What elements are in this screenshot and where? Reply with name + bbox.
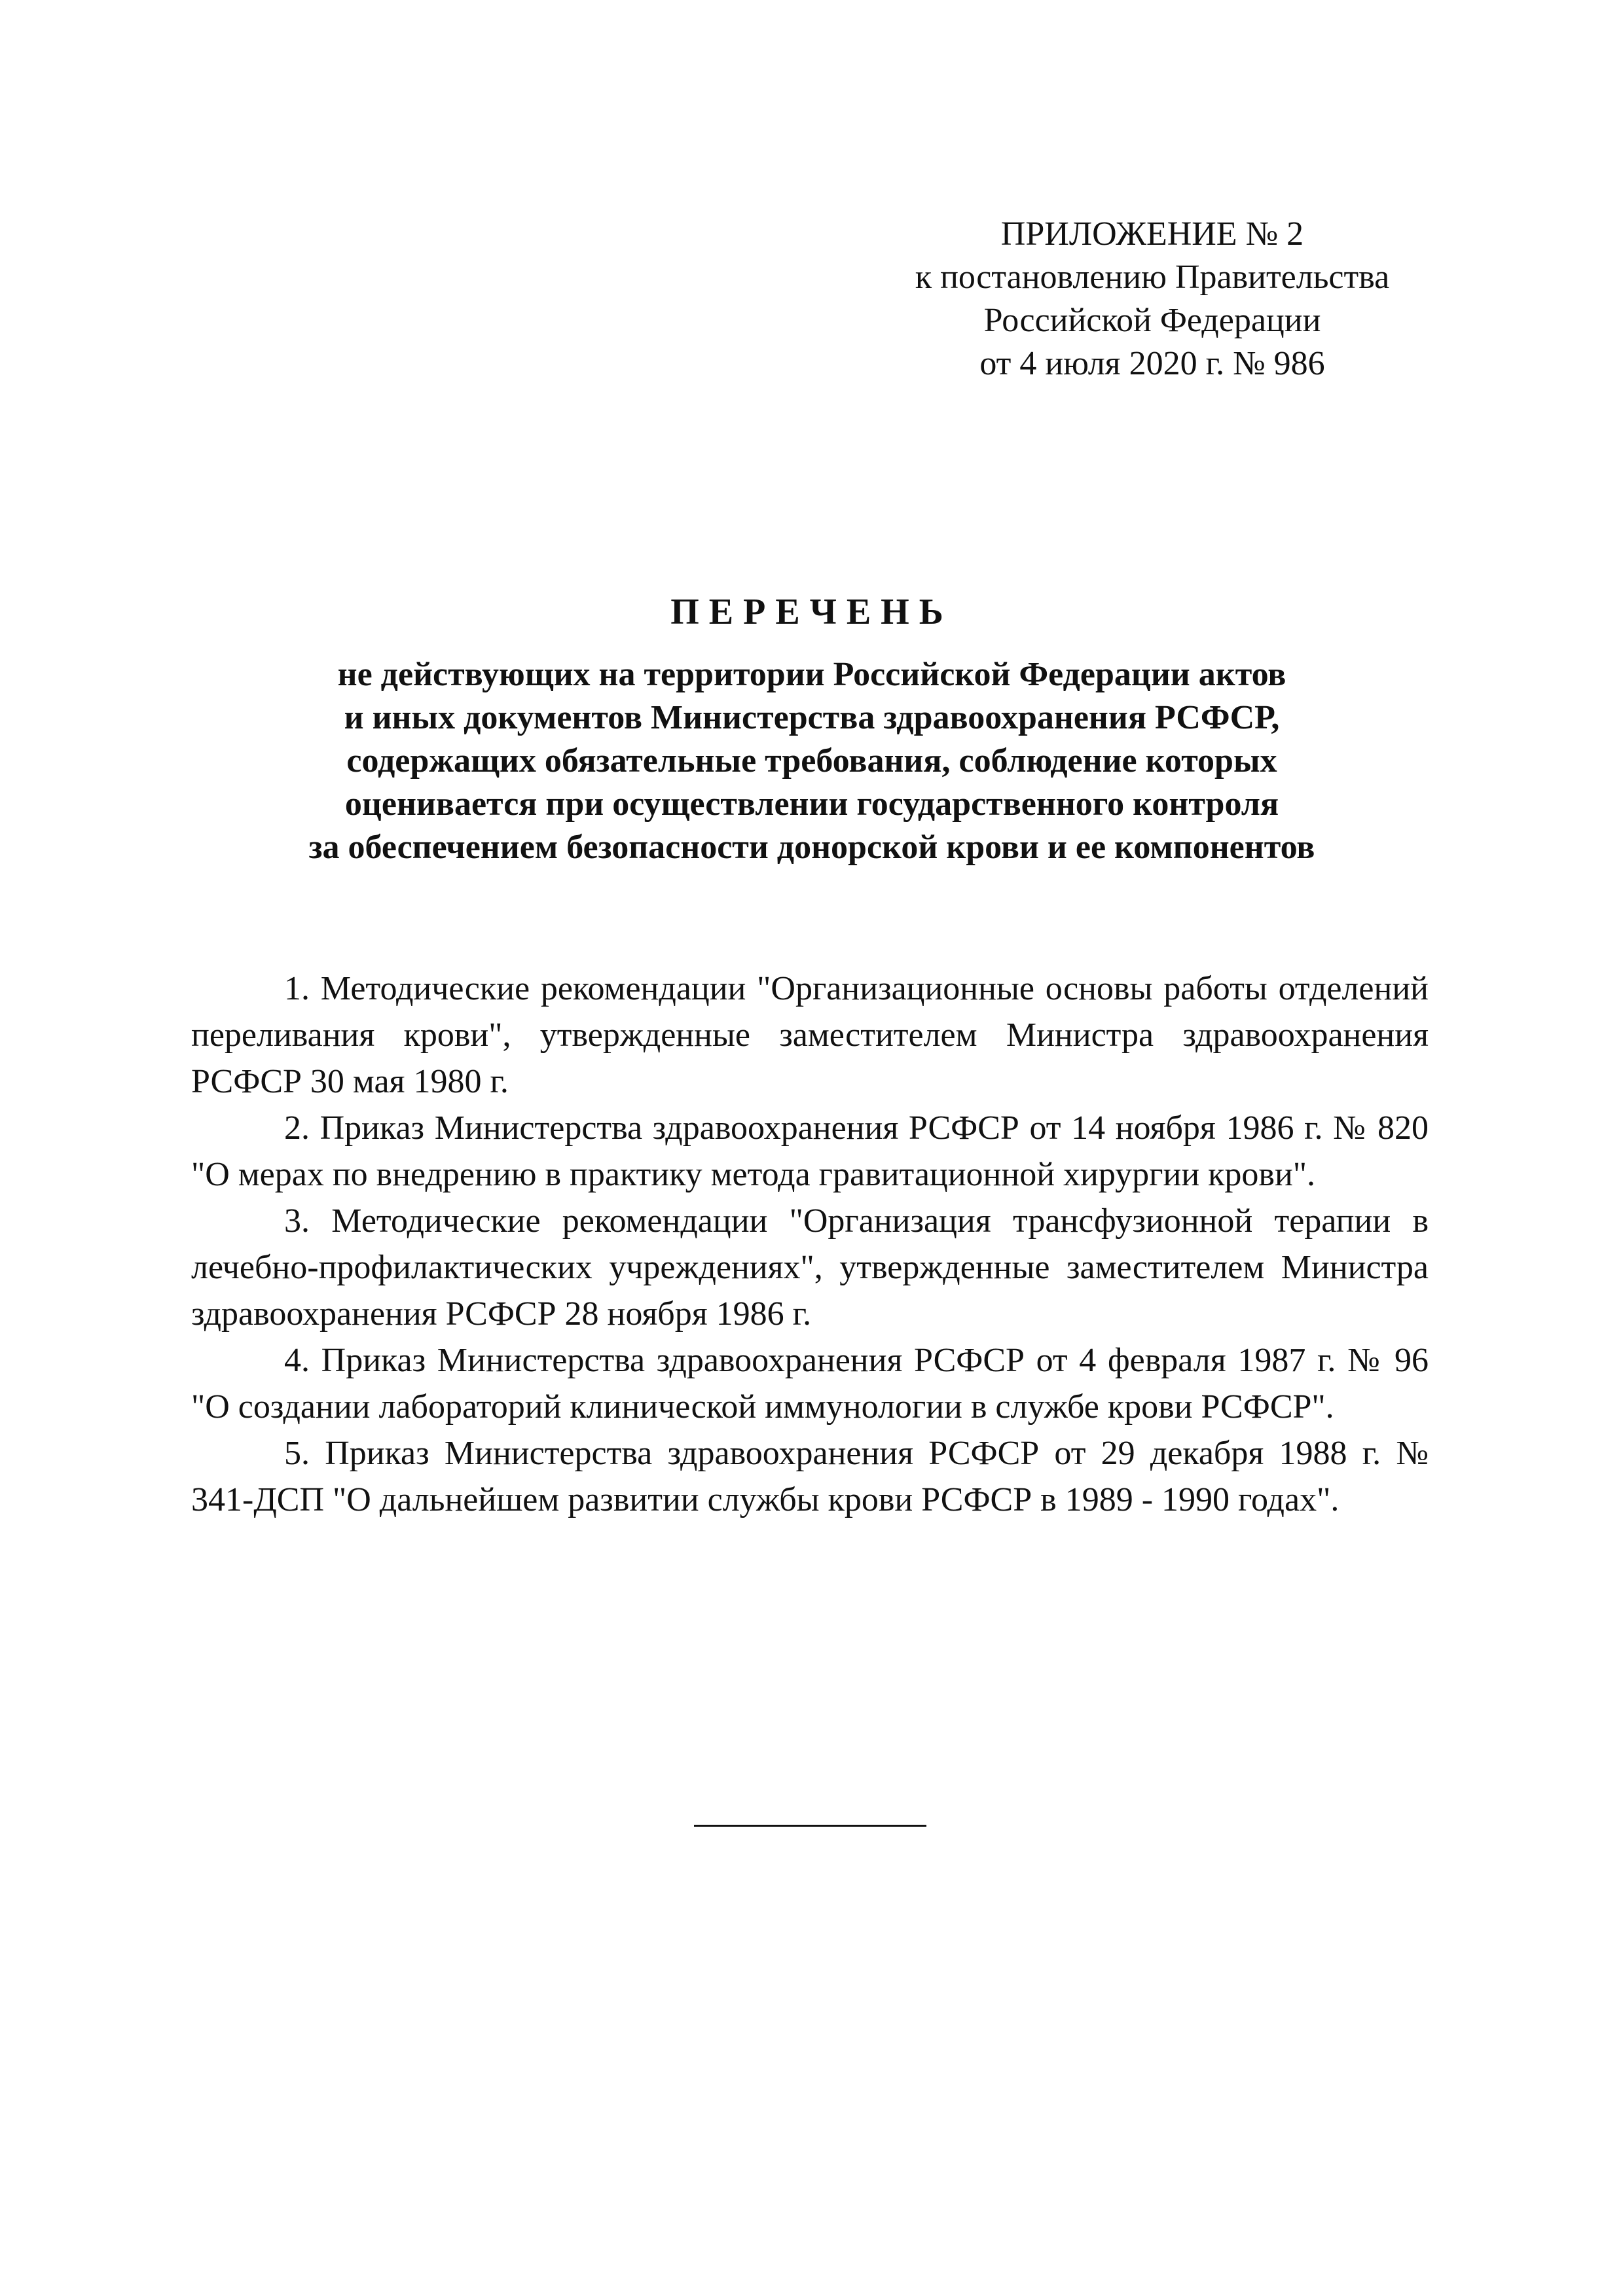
list-item: 3. Методические рекомендации "Организация трансфузионной терапии в лечебно-профилактических учреждениях", утвержденные заместителем Министра здравоохранения РСФСР 28 ноября 1986 г. (191, 1202, 1429, 1333)
subtitle-line: содержащих обязательные требования, соблюдение которых (346, 742, 1277, 780)
list-item: 1. Методические рекомендации "Организационные основы работы отделений переливания крови", утвержденные заместителем Министра здравоохранения РСФСР 30 мая 1980 г. (191, 970, 1429, 1100)
appendix-reference: к постановлению Правительства (915, 259, 1390, 296)
appendix-authority: Российской Федерации (983, 302, 1321, 339)
subtitle-line: за обеспечением безопасности донорской крови и ее компонентов (308, 829, 1315, 866)
document-subtitle (216, 653, 1408, 869)
appendix-date-number: от 4 июля 2020 г. № 986 (979, 345, 1325, 382)
appendix-number: ПРИЛОЖЕНИЕ № 2 (1000, 215, 1304, 253)
list-item: 2. Приказ Министерства здравоохранения РСФСР от 14 ноября 1986 г. № 820 "О мерах по внедрению в практику метода гравитационной хирургии крови". (191, 1109, 1429, 1193)
list-item: 5. Приказ Министерства здравоохранения РСФСР от 29 декабря 1988 г. № 341-ДСП "О дальнейшем развитии службы крови РСФСР в 1989 - 1990 годах". (191, 1435, 1429, 1518)
subtitle-line: не действующих на территории Российской Федерации актов (337, 656, 1286, 693)
document-title: ПЕРЕЧЕНЬ (670, 592, 953, 632)
appendix-header (877, 213, 1427, 386)
title-block (216, 589, 1408, 869)
subtitle-line: и иных документов Министерства здравоохранения РСФСР, (344, 699, 1280, 736)
end-divider (694, 1825, 926, 1827)
document-list (191, 965, 1429, 1523)
subtitle-line: оценивается при осуществлении государственного контроля (344, 785, 1279, 823)
list-item: 4. Приказ Министерства здравоохранения РСФСР от 4 февраля 1987 г. № 96 "О создании лабораторий клинической иммунологии в службе крови РСФСР". (191, 1342, 1429, 1426)
